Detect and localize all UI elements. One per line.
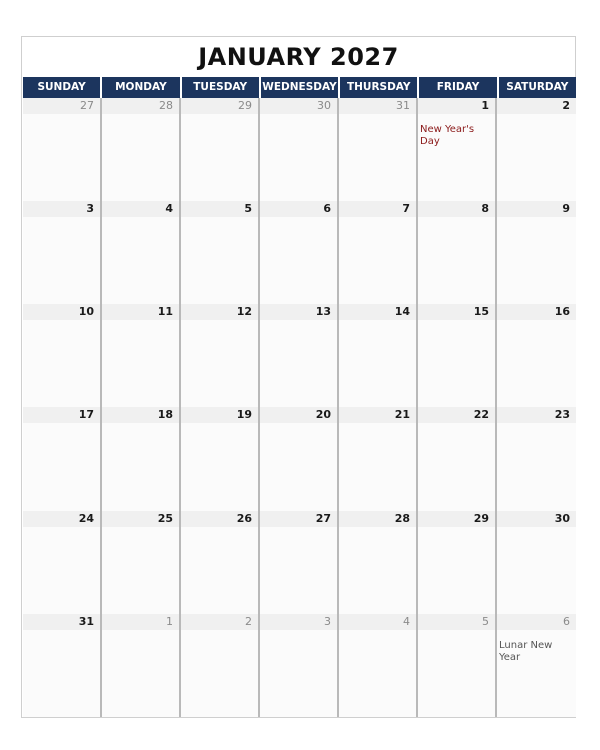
day-cell[interactable] (497, 614, 576, 717)
day-number: 21 (339, 407, 416, 423)
day-cell[interactable] (260, 407, 339, 510)
day-cell[interactable] (181, 407, 260, 510)
day-number: 31 (339, 98, 416, 114)
day-number: 15 (418, 304, 495, 320)
day-number: 27 (23, 98, 100, 114)
day-cell[interactable] (181, 98, 260, 201)
day-cell[interactable] (418, 511, 497, 614)
weekday-wednesday: WEDNESDAY (261, 77, 340, 98)
day-number: 18 (102, 407, 179, 423)
day-cell[interactable] (260, 304, 339, 407)
day-number: 4 (102, 201, 179, 217)
day-number: 14 (339, 304, 416, 320)
day-cell[interactable] (23, 511, 102, 614)
day-number: 2 (181, 614, 258, 630)
day-cell[interactable] (339, 304, 418, 407)
day-cell[interactable] (23, 98, 102, 201)
day-number: 12 (181, 304, 258, 320)
day-number: 17 (23, 407, 100, 423)
day-number: 1 (418, 98, 495, 114)
calendar-sheet (21, 36, 576, 718)
day-number: 4 (339, 614, 416, 630)
day-cell[interactable] (497, 201, 576, 304)
day-cell[interactable] (339, 614, 418, 717)
calendar-title: JANUARY 2027 (198, 43, 399, 71)
day-number: 3 (260, 614, 337, 630)
day-number: 29 (418, 511, 495, 527)
calendar-event: New Year's Day (420, 124, 475, 147)
day-cell[interactable] (260, 511, 339, 614)
weekday-sunday: SUNDAY (23, 77, 102, 98)
weekday-monday: MONDAY (102, 77, 181, 98)
day-cell[interactable] (23, 614, 102, 717)
day-number: 31 (23, 614, 100, 630)
day-number: 2 (497, 98, 576, 114)
day-cell[interactable] (260, 98, 339, 201)
day-cell[interactable] (497, 98, 576, 201)
day-number: 10 (23, 304, 100, 320)
day-number: 11 (102, 304, 179, 320)
weekday-friday: FRIDAY (419, 77, 498, 98)
day-cell[interactable] (23, 201, 102, 304)
day-number: 22 (418, 407, 495, 423)
day-number: 19 (181, 407, 258, 423)
day-cell[interactable] (181, 201, 260, 304)
calendar-grid (23, 98, 576, 717)
day-cell[interactable] (339, 201, 418, 304)
day-cell[interactable] (102, 614, 181, 717)
day-cell[interactable] (339, 407, 418, 510)
day-number: 8 (418, 201, 495, 217)
day-number: 6 (497, 614, 576, 630)
day-number: 13 (260, 304, 337, 320)
day-number: 20 (260, 407, 337, 423)
day-number: 6 (260, 201, 337, 217)
day-cell[interactable] (102, 98, 181, 201)
day-cell[interactable] (102, 511, 181, 614)
day-number: 9 (497, 201, 576, 217)
day-number: 25 (102, 511, 179, 527)
day-cell[interactable] (102, 201, 181, 304)
day-number: 28 (339, 511, 416, 527)
day-number: 30 (497, 511, 576, 527)
day-number: 3 (23, 201, 100, 217)
day-number: 7 (339, 201, 416, 217)
day-cell[interactable] (418, 98, 497, 201)
day-cell[interactable] (23, 304, 102, 407)
day-cell[interactable] (260, 614, 339, 717)
day-number: 27 (260, 511, 337, 527)
day-cell[interactable] (497, 407, 576, 510)
day-cell[interactable] (102, 407, 181, 510)
day-number: 16 (497, 304, 576, 320)
day-cell[interactable] (497, 304, 576, 407)
day-cell[interactable] (181, 304, 260, 407)
day-number: 23 (497, 407, 576, 423)
weekday-thursday: THURSDAY (340, 77, 419, 98)
day-number: 5 (181, 201, 258, 217)
day-cell[interactable] (418, 407, 497, 510)
day-number: 28 (102, 98, 179, 114)
weekday-tuesday: TUESDAY (182, 77, 261, 98)
day-cell[interactable] (260, 201, 339, 304)
day-cell[interactable] (418, 614, 497, 717)
day-cell[interactable] (418, 201, 497, 304)
day-cell[interactable] (339, 511, 418, 614)
weekday-saturday: SATURDAY (499, 77, 576, 98)
day-cell[interactable] (23, 407, 102, 510)
weekday-header-row (23, 77, 576, 98)
day-cell[interactable] (418, 304, 497, 407)
day-cell[interactable] (497, 511, 576, 614)
day-number: 24 (23, 511, 100, 527)
day-cell[interactable] (102, 304, 181, 407)
day-number: 5 (418, 614, 495, 630)
day-number: 29 (181, 98, 258, 114)
calendar-event: Lunar New Year (499, 639, 553, 663)
day-number: 1 (102, 614, 179, 630)
day-cell[interactable] (181, 511, 260, 614)
day-cell[interactable] (181, 614, 260, 717)
day-number: 26 (181, 511, 258, 527)
day-cell[interactable] (339, 98, 418, 201)
day-number: 30 (260, 98, 337, 114)
